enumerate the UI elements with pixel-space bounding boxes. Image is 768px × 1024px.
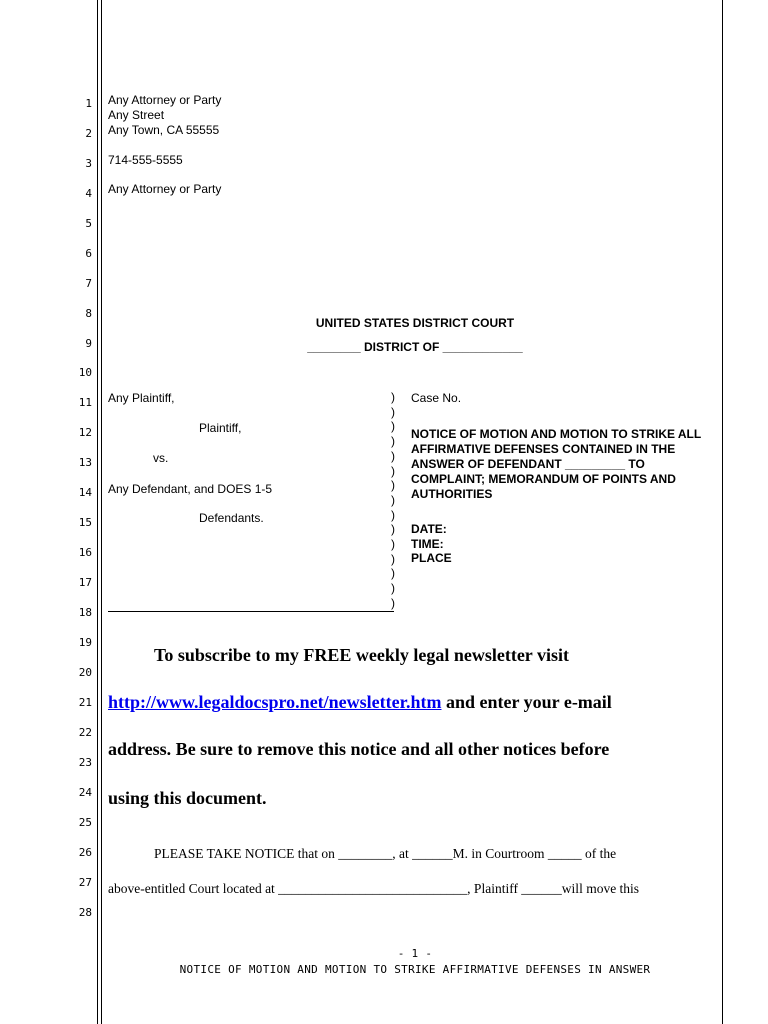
line-number: 3	[85, 157, 92, 170]
hearing-place: PLACE	[411, 551, 452, 565]
line-number: 23	[78, 756, 92, 769]
attorney-for: Any Attorney or Party	[108, 182, 222, 196]
plaintiff-role: Plaintiff,	[199, 421, 242, 435]
line-number: 27	[78, 876, 92, 889]
newsletter-link[interactable]: http://www.legaldocspro.net/newsletter.htm	[108, 692, 442, 712]
plaintiff-name: Any Plaintiff,	[108, 391, 175, 405]
notice-line-1: To subscribe to my FREE weekly legal newsletter visit	[154, 645, 569, 665]
body-line-2: above-entitled Court located at ____________________________, Plaintiff ______will move this	[108, 881, 640, 896]
line-number: 11	[78, 396, 92, 409]
line-number: 20	[78, 666, 92, 679]
notice-line-4: using this document.	[108, 788, 267, 808]
line-number: 6	[85, 247, 92, 260]
line-number: 24	[78, 786, 92, 799]
notice-line-3: address. Be sure to remove this notice and all other notices before	[108, 739, 610, 759]
line-number: 4	[85, 187, 92, 200]
attorney-name: Any Attorney or Party	[108, 93, 222, 107]
line-number: 25	[78, 816, 92, 829]
caption-bottom-rule	[108, 611, 394, 612]
line-number: 12	[78, 426, 92, 439]
line-number: 8	[85, 307, 92, 320]
defendant-name: Any Defendant, and DOES 1-5	[108, 482, 273, 496]
attorney-street: Any Street	[108, 108, 165, 122]
attorney-phone: 714-555-5555	[108, 153, 183, 167]
line-number: 26	[78, 846, 92, 859]
defendant-role: Defendants.	[199, 511, 264, 525]
versus-label: vs.	[153, 451, 169, 465]
court-district: ________ DISTRICT OF ____________	[307, 340, 523, 354]
page-number: - 1 -	[397, 947, 433, 960]
body-line-1: PLEASE TAKE NOTICE that on ________, at ______M. in Courtroom _____ of the	[154, 846, 617, 861]
left-margin-line-outer	[97, 0, 98, 1024]
motion-title: NOTICE OF MOTION AND MOTION TO STRIKE ALL AFFIRMATIVE DEFENSES CONTAINED IN THE ANSWER OF DEFENDANT _________ TO COMPLAINT; MEMORANDUM OF POINTS AND AUTHORITIES	[411, 427, 701, 501]
footer-title: NOTICE OF MOTION AND MOTION TO STRIKE AFFIRMATIVE DEFENSES IN ANSWER	[179, 963, 651, 976]
hearing-date: DATE:	[411, 522, 447, 536]
line-number: 21	[78, 696, 92, 709]
caption-parentheses: ) ) ) ) ) ) ) ) ) ) ) ) ) ) )	[391, 390, 395, 610]
right-margin-line	[722, 0, 723, 1024]
case-number: Case No.	[411, 391, 462, 405]
line-number: 28	[78, 906, 92, 919]
line-number: 2	[85, 127, 92, 140]
attorney-city: Any Town, CA 55555	[108, 123, 220, 137]
line-number: 10	[78, 366, 92, 379]
notice-line-2-rest: and enter your e-mail	[441, 692, 612, 712]
line-number: 7	[85, 277, 92, 290]
line-number: 19	[78, 636, 92, 649]
line-number: 13	[78, 456, 92, 469]
line-number: 22	[78, 726, 92, 739]
line-number: 14	[78, 486, 92, 499]
left-margin-line-inner	[101, 0, 102, 1024]
line-number: 9	[85, 337, 92, 350]
hearing-time: TIME:	[411, 537, 444, 551]
line-number: 18	[78, 606, 92, 619]
line-number: 17	[78, 576, 92, 589]
court-name: UNITED STATES DISTRICT COURT	[315, 316, 515, 330]
line-number: 16	[78, 546, 92, 559]
notice-line-2	[108, 692, 612, 713]
line-number: 15	[78, 516, 92, 529]
line-number: 5	[85, 217, 92, 230]
line-number: 1	[85, 97, 92, 110]
